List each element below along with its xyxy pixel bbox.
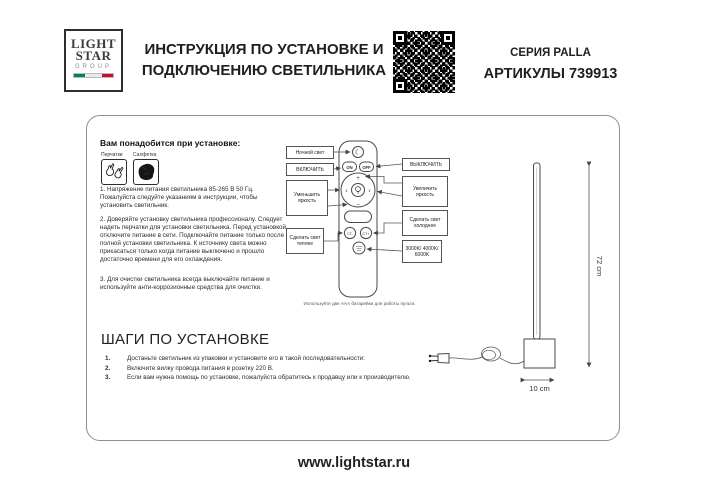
ct-minus-label: CT- [347,231,353,236]
page-title-line1: ИНСТРУКЦИЯ ПО УСТАНОВКЕ И [144,41,384,58]
tool-label: Салфетка [133,152,157,158]
lamp-drawing [429,163,604,393]
power-cord [500,358,524,364]
lamp-base [524,339,555,368]
step-number: 3. [105,374,111,381]
width-dimension-label: 10 cm [529,384,550,393]
plug-body [438,354,449,364]
instruction-paragraph: 2. Доверяйте установку светильника профессионалу. Следует надеть перчатки для установки светильника. Перед установкой отключите питание в сети. Подключайте питание только после полной установки светильника. К источнику света можно прикасаться только когда питание выключено и прошло достаточно времени для его охлаждения. [100,216,287,263]
callout-night-light: Ночной свет [286,146,334,159]
series-label: СЕРИЯ PALLA [510,47,591,59]
plug-prong-tip [429,355,431,357]
logo-text: STAR [75,48,112,63]
instruction-paragraph: 3. Для очистки светильника всегда выключайте питание и используйте анти-коррозионные средства для очистки. [100,276,270,291]
tool-label: Перчатки [101,152,123,158]
step-number: 1. [105,355,111,362]
steps-heading: ШАГИ ПО УСТАНОВКЕ [101,331,270,348]
instruction-paragraph: 1. Напряжение питания светильника 85-265 В 50 Гц. Пожалуйста следуйте указаниям в инструкции, чтобы установить светильник. [100,186,258,209]
pill-button [345,211,372,223]
remote-control [339,141,377,297]
logo-text: LIGHT [70,36,117,51]
dial-left-label: ‹ [345,187,348,195]
step-text: Включите вилку провода питания в розетку 220 В. [127,364,274,372]
off-button-label: OFF [362,164,371,170]
callout-color-temps: 3000K/ 4000K/ 6000K [402,240,442,263]
callout-turn-on: ВКЛЮЧИТЬ [286,163,334,176]
on-button-label: ON [346,164,353,170]
dial-up-label: + [356,176,360,182]
dial-center-button [352,184,365,197]
prep-heading: Вам понадобится при установке: [100,138,241,148]
remote-battery-caption: Используйте две ААА батарейки для работы пульта [303,301,415,306]
website-url: www.lightstar.ru [297,455,411,471]
ct-plus-label: CT+ [362,231,370,236]
step-text: Если вам нужна помощь по установке, пожалуйста обратитесь к продавцу или к производителю. [127,374,411,381]
callout-warmer-light: Сделать свет теплее [286,228,324,254]
cord-coil-inner [483,350,496,360]
callout-colder-light: Сделать свет холоднее [402,210,448,236]
dial-down-label: − [356,202,360,209]
article-label: АРТИКУЛЫ 739913 [483,66,618,82]
dial-right-label: › [368,187,371,195]
temp-cycle-button [353,242,365,254]
cord-coil [482,347,501,361]
callout-turn-off: ВЫКЛЮЧИТЬ [402,158,450,171]
plug-prong-tip [429,360,431,362]
power-cord [449,357,482,359]
callout-decrease-brightness: Уменьшить яркость [286,180,328,216]
callout-increase-brightness: Увеличить яркость [402,176,448,207]
step-text: Достаньте светильник из упаковки и установите его в такой последовательности: [127,355,365,362]
logo-group-text: GROUP [74,64,112,70]
height-dimension-label: 72 cm [595,255,604,277]
step-number: 2. [105,364,111,372]
page-title-line2: ПОДКЛЮЧЕНИЮ СВЕТИЛЬНИКА [141,62,387,79]
moon-icon: ☾ [354,149,362,157]
